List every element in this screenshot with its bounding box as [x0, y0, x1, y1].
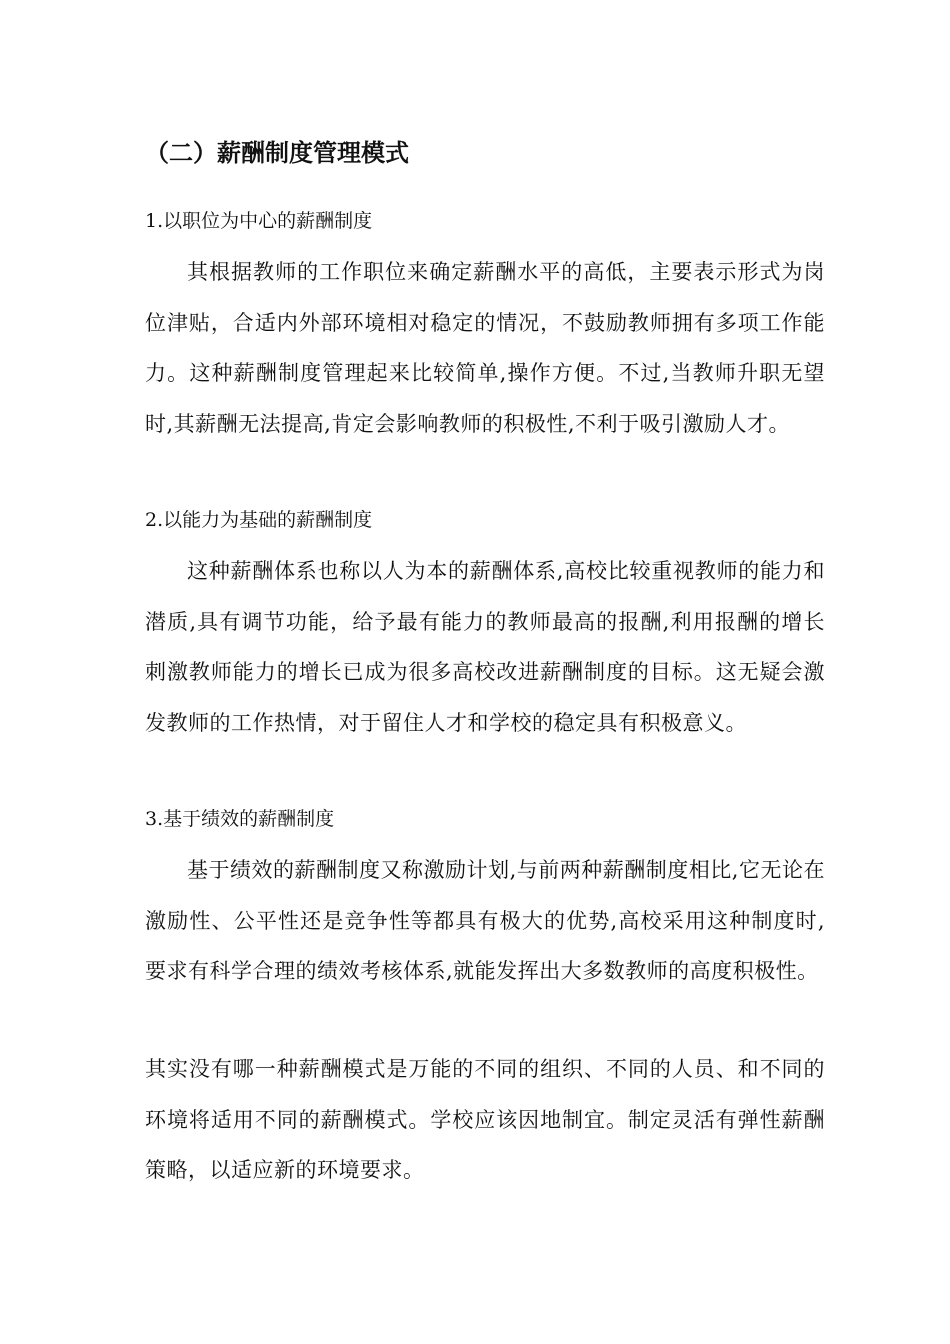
subsection-title-3: 3.基于绩效的薪酬制度 — [145, 808, 335, 830]
subsection-body-1: 其根据教师的工作职位来确定薪酬水平的高低，主要表示形式为岗位津贴，合适内外部环境相对稳定的情况，不鼓励教师拥有多项工作能力。这种薪酬制度管理起来比较简单,操作方便。不过,当教师升职无望时,其薪酬无法提高,肯定会影响教师的积极性,不利于吸引激励人才。 — [145, 260, 825, 436]
subsection-body-2: 这种薪酬体系也称以人为本的薪酬体系,高校比较重视教师的能力和潜质,具有调节功能，给予最有能力的教师最高的报酬,利用报酬的增长刺激教师能力的增长已成为很多高校改进薪酬制度的目标。这无疑会激发教师的工作热情，对于留住人才和学校的稳定具有积极意义。 — [145, 559, 825, 735]
conclusion-paragraph: 其实没有哪一种薪酬模式是万能的不同的组织、不同的人员、和不同的环境将适用不同的薪酬模式。学校应该因地制宜。制定灵活有弹性薪酬策略，以适应新的环境要求。 — [145, 1057, 825, 1182]
section-heading: （二）薪酬制度管理模式 — [145, 139, 409, 167]
subsection-body-3: 基于绩效的薪酬制度又称激励计划,与前两种薪酬制度相比,它无论在激励性、公平性还是竞争性等都具有极大的优势,高校采用这种制度时,要求有科学合理的绩效考核体系,就能发挥出大多数教师的高度积极性。 — [145, 858, 825, 983]
subsection-title-1: 1.以职位为中心的薪酬制度 — [145, 210, 373, 232]
subsection-title-2: 2.以能力为基础的薪酬制度 — [145, 509, 373, 531]
